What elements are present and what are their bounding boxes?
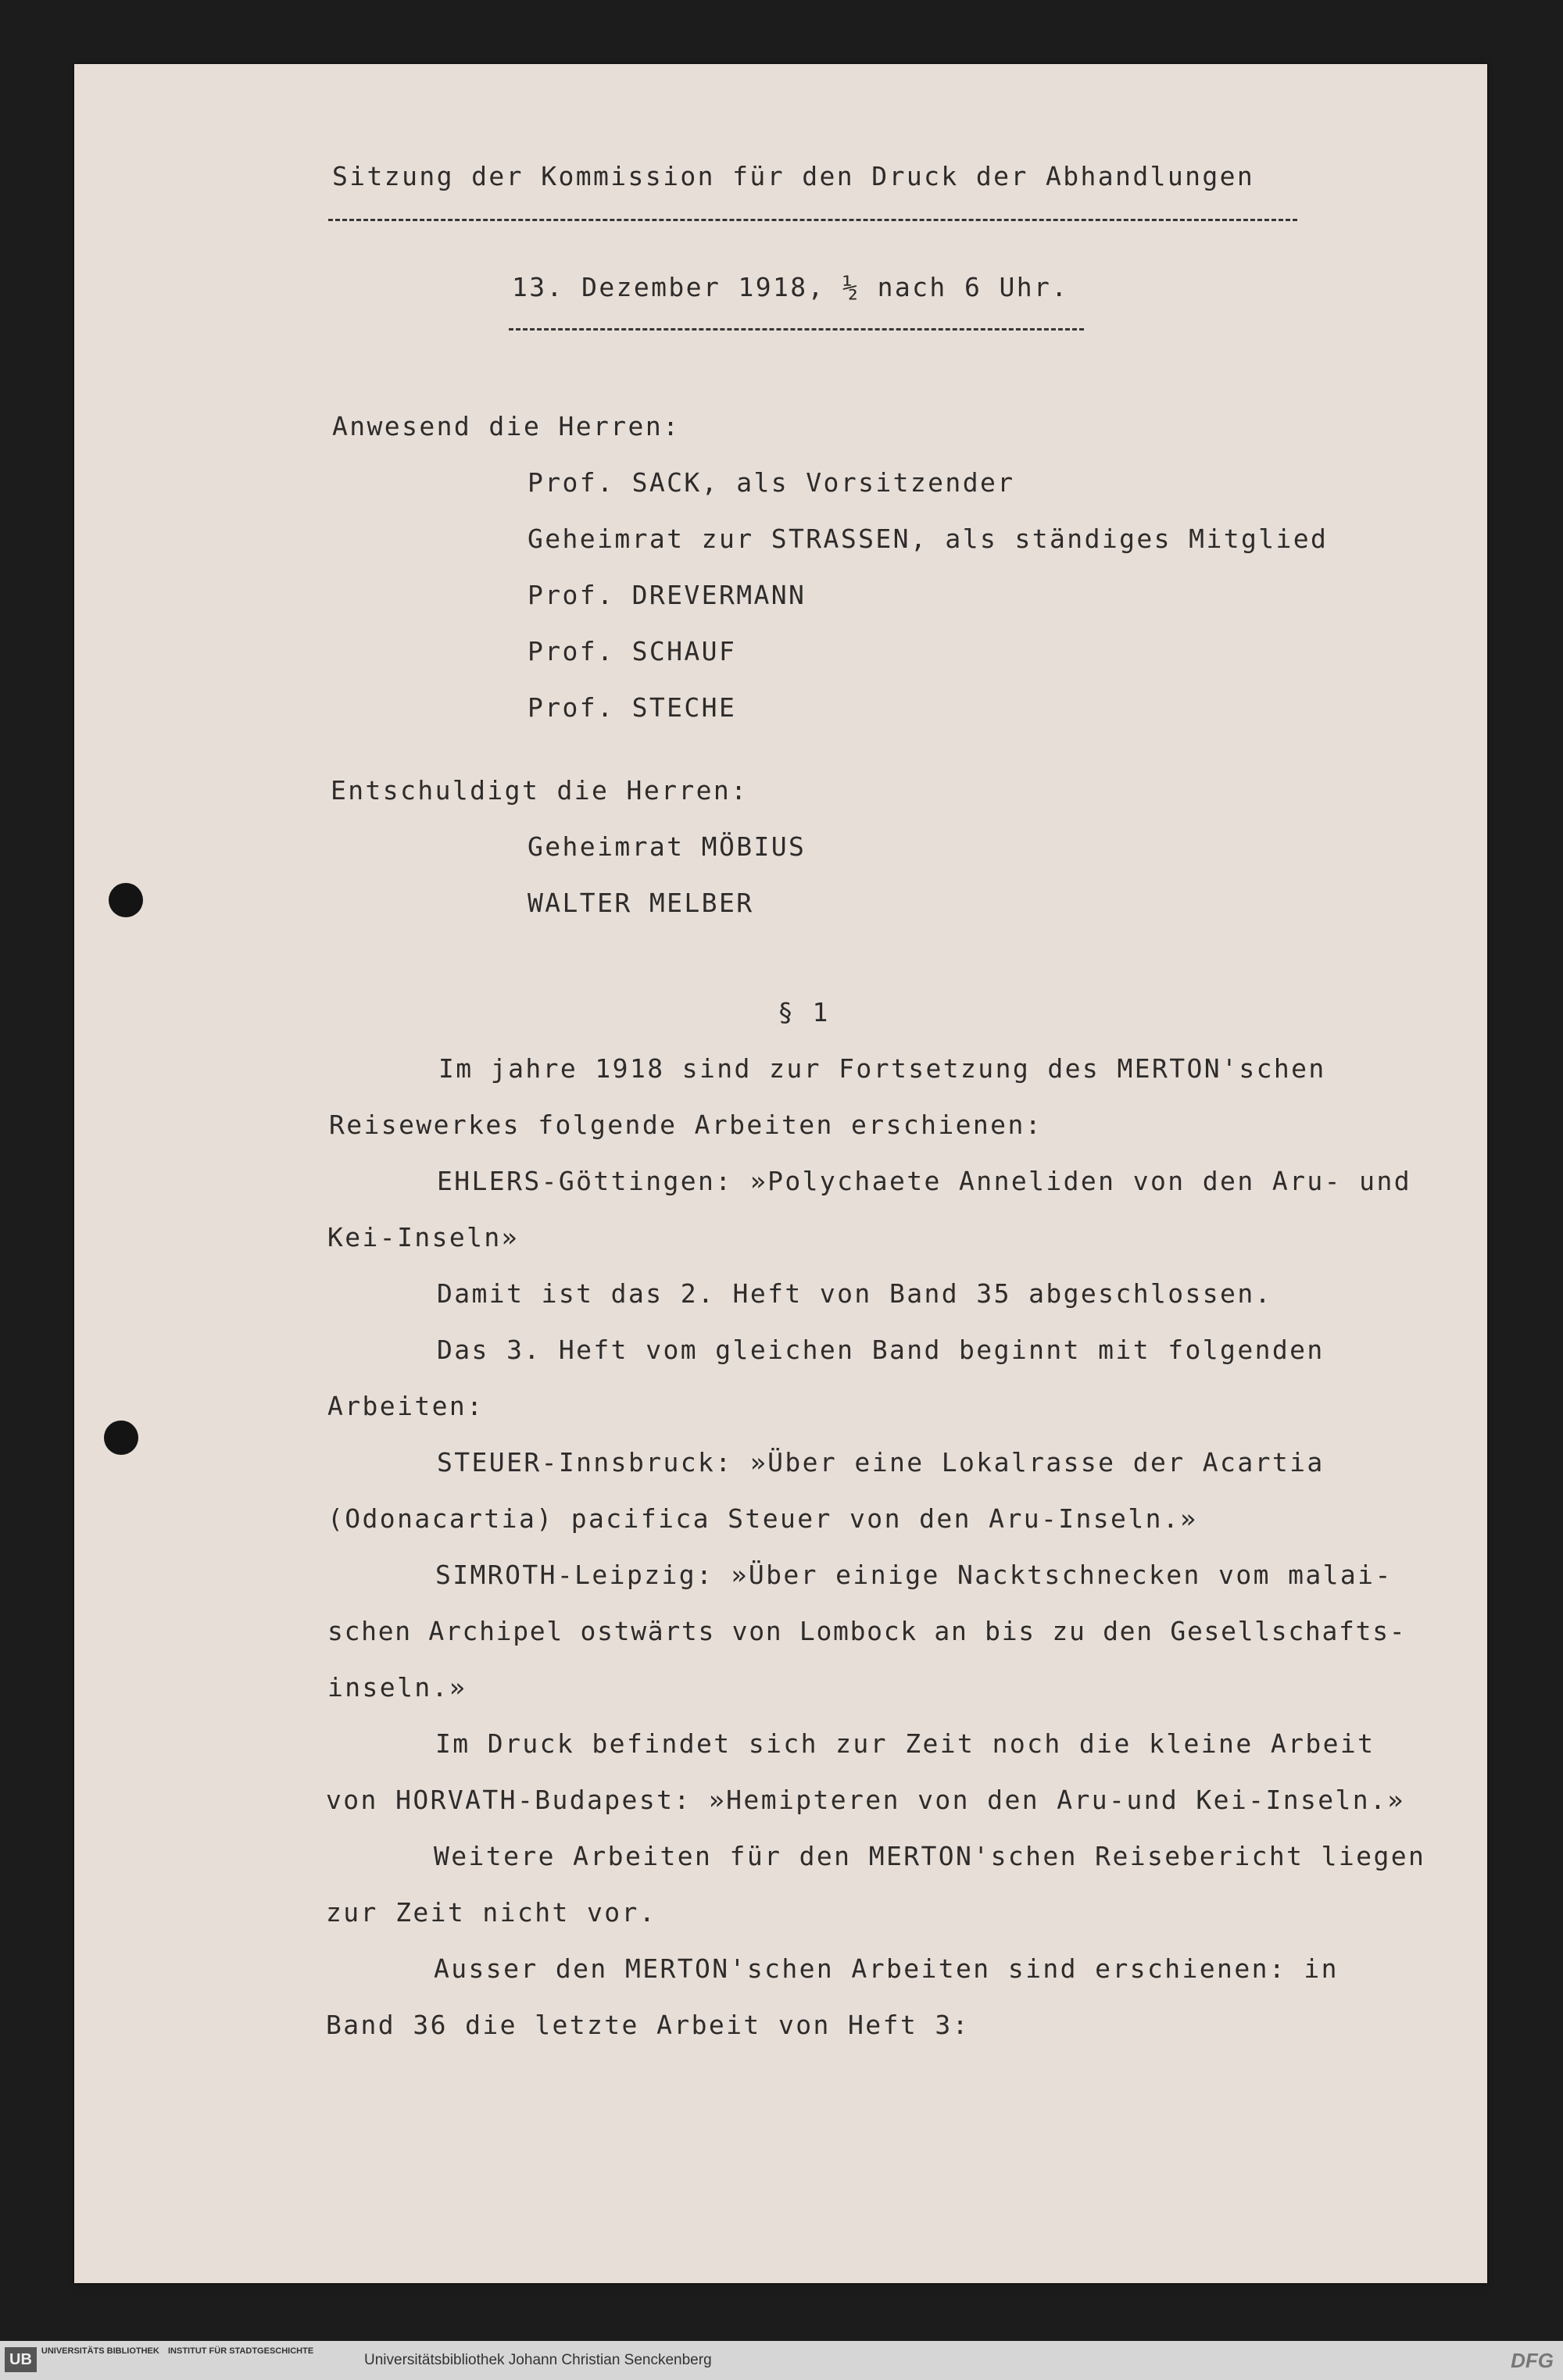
body-line: Arbeiten: <box>327 1391 485 1421</box>
attendee: Geheimrat zur STRASSEN, als ständiges Mitglied <box>528 524 1329 554</box>
body-line: Im jahre 1918 sind zur Fortsetzung des MERTON'schen <box>438 1053 1326 1084</box>
punch-hole <box>109 883 143 917</box>
ub-logo-text: UNIVERSITÄTS BIBLIOTHEK <box>41 2346 159 2356</box>
attendee: Prof. STECHE <box>528 692 737 723</box>
ub-logo[interactable] <box>5 2347 161 2374</box>
body-line: Reisewerkes folgende Arbeiten erschienen: <box>329 1110 1043 1140</box>
body-line: Das 3. Heft vom gleichen Band beginnt mit folgenden <box>437 1335 1325 1365</box>
excused-member: Geheimrat MÖBIUS <box>528 831 807 862</box>
body-line: schen Archipel ostwärts von Lombock an bis zu den Gesellschafts- <box>327 1616 1407 1646</box>
document-page <box>74 64 1487 2283</box>
body-line: zur Zeit nicht vor. <box>326 1897 657 1928</box>
document-title: Sitzung der Kommission für den Druck der Abhandlungen <box>332 161 1255 191</box>
body-line: Kei-Inseln» <box>327 1222 519 1253</box>
attendee: Prof. SACK, als Vorsitzender <box>528 467 1015 498</box>
body-line: Damit ist das 2. Heft von Band 35 abgeschlossen. <box>437 1278 1272 1309</box>
viewer-footer <box>0 2341 1563 2380</box>
body-line: inseln.» <box>327 1672 467 1703</box>
ub-logo-mark: UB <box>5 2347 37 2372</box>
date-underline <box>509 328 1084 331</box>
body-line: EHLERS-Göttingen: »Polychaete Anneliden von den Aru- und <box>437 1166 1411 1196</box>
body-line: STEUER-Innsbruck: »Über eine Lokalrasse der Acartia <box>437 1447 1325 1478</box>
body-line: Weitere Arbeiten für den MERTON'schen Reisebericht liegen <box>434 1841 1426 1871</box>
body-line: Ausser den MERTON'schen Arbeiten sind erschienen: in <box>434 1953 1339 1984</box>
body-line: (Odonacartia) pacifica Steuer von den Aru-Inseln.» <box>327 1503 1198 1534</box>
excused-heading: Entschuldigt die Herren: <box>331 775 749 806</box>
body-line: Im Druck befindet sich zur Zeit noch die kleine Arbeit <box>435 1728 1375 1759</box>
attendee: Prof. DREVERMANN <box>528 580 807 610</box>
institut-logo-text: INSTITUT FÜR STADTGESCHICHTE <box>168 2346 314 2356</box>
punch-hole <box>104 1420 138 1455</box>
section-heading: § 1 <box>778 997 830 1027</box>
date-line: 13. Dezember 1918, ½ nach 6 Uhr. <box>512 272 1069 302</box>
dfg-logo[interactable]: DFG <box>1511 2349 1554 2372</box>
excused-member: WALTER MELBER <box>528 888 754 918</box>
body-line: Band 36 die letzte Arbeit von Heft 3: <box>326 2010 970 2040</box>
present-heading: Anwesend die Herren: <box>332 411 681 441</box>
attendee: Prof. SCHAUF <box>528 636 737 666</box>
body-line: SIMROTH-Leipzig: »Über einige Nacktschnecken vom malai- <box>435 1560 1393 1590</box>
body-line: von HORVATH-Budapest: »Hemipteren von den Aru-und Kei-Inseln.» <box>326 1785 1405 1815</box>
library-name: Universitätsbibliothek Johann Christian Senckenberg <box>364 2352 712 2368</box>
institut-logo[interactable] <box>168 2347 324 2374</box>
title-underline <box>328 219 1297 221</box>
